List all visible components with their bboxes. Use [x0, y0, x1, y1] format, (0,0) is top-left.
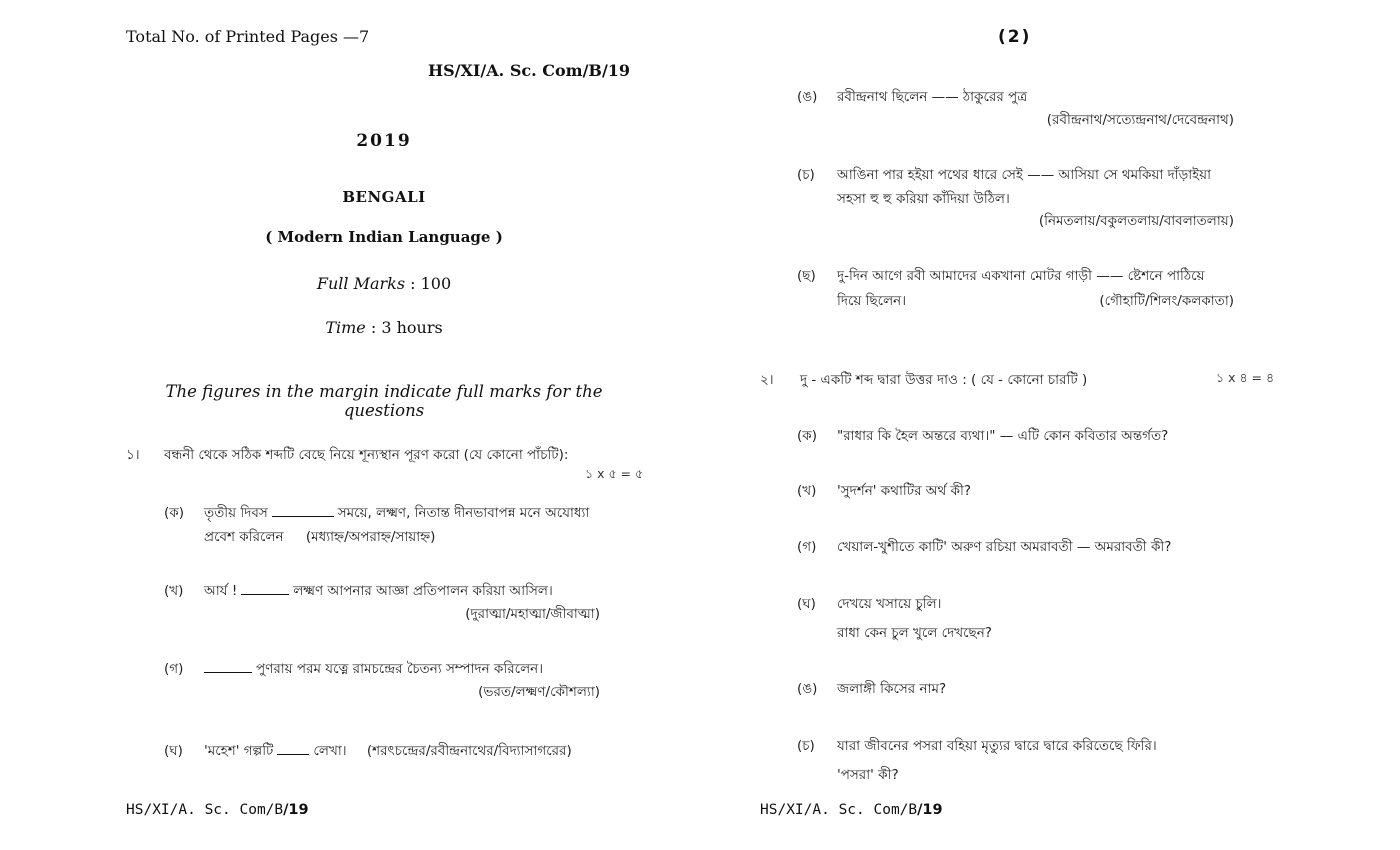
blank-line [204, 671, 252, 673]
q2-item-nga [797, 678, 946, 701]
q1-item-cha-line2: সহসা হু হু করিয়া কাঁদিয়া উঠিল। [837, 191, 1010, 207]
q1-item-ga [164, 658, 543, 681]
item-text: জলাঙ্গী কিসের নাম? [837, 681, 947, 697]
item-text-pre: 'মহেশ' গল্পটি [204, 743, 274, 759]
question-2-marks: ১ x ৪ = ৪ [1216, 370, 1275, 385]
q1-item-kha-options: (দুরাত্মা/মহাত্মা/জীবাত্মা) [465, 606, 600, 622]
footer-code: HS/XI/A. Sc. Com/B [126, 802, 284, 818]
item-text: "রাধার কি হৈল অন্তরে ব্যথা।" — এটি কোন কবিতার অন্তর্গত? [837, 428, 1169, 444]
item-text-post: লেখা। [313, 743, 347, 759]
item-options: (শরৎচন্দ্রের/রবীন্দ্রনাথের/বিদ্যাসাগরের) [366, 743, 572, 759]
item-label: (খ) [797, 483, 817, 499]
time-label: Time [325, 318, 366, 337]
full-marks [126, 274, 642, 293]
item-label: (ঙ) [797, 89, 818, 105]
item-label: (ঘ) [797, 596, 816, 612]
full-marks-value: : 100 [405, 274, 452, 293]
q1-item-ka [164, 502, 589, 525]
q2-item-ka [797, 425, 1168, 448]
question-2-text: দু - একটি শব্দ দ্বারা উত্তর দাও : ( যে - কোনো চারটি ) [800, 372, 1088, 388]
q1-item-chha-options: (গৌহাটি/শিলং/কলকাতা) [1099, 293, 1234, 309]
question-2-number: ২। [760, 372, 774, 388]
q1-item-chha [797, 265, 1205, 288]
item-text: যারা জীবনের পসরা বহিয়া মৃত্যুর দ্বারে দ্বারে করিতেছে ফিরি। [837, 738, 1157, 754]
q1-item-nga [797, 86, 1027, 109]
item-label: (ছ) [797, 268, 816, 284]
paper-code: HS/XI/A. Sc. Com/B/19 [428, 61, 631, 80]
q2-item-cha-line2: 'পসরা' কী? [837, 767, 899, 783]
item-text: আঙিনা পার হইয়া পথের ধারে সেই —— আসিয়া সে থমকিয়া দাঁড়াইয়া [837, 167, 1212, 183]
q1-item-chha-line2: দিয়ে ছিলেন। [837, 293, 907, 309]
q2-item-cha [797, 735, 1157, 758]
item-label: (খ) [164, 583, 184, 599]
item-text-post: সময়ে, লক্ষ্মণ, নিতান্ত দীনভাবাপন্ন মনে অযোধ্যা [337, 505, 590, 521]
q1-item-ka-line2 [204, 526, 435, 549]
q2-item-kha [797, 480, 971, 503]
subject-subtitle: ( Modern Indian Language ) [265, 228, 503, 246]
q2-item-gha-line2: রাধা কেন চুল খুলে দেখছেন? [837, 625, 992, 641]
item-text-post: পুণরায় পরম যত্নে রামচন্দ্রের চৈতন্য সম্পাদন করিলেন। [256, 661, 544, 677]
footer-suffix: /19 [917, 802, 943, 818]
question-1-number: ১। [126, 447, 140, 463]
q1-item-nga-options: (রবীন্দ্রনাথ/সত্যেন্দ্রনাথ/দেবেন্দ্রনাথ) [1046, 112, 1234, 128]
item-text: 'সুদর্শন' কথাটির অর্থ কী? [837, 483, 972, 499]
right-footer-code [760, 802, 943, 818]
left-footer-code [126, 802, 309, 818]
q2-item-gha [797, 593, 942, 616]
item-label: (ক) [164, 505, 184, 521]
item-label: (ক) [797, 428, 817, 444]
q1-item-ga-options: (ভরত/লক্ষ্মণ/কৌশল্যা) [478, 684, 600, 700]
question-1-marks: ১ x ৫ = ৫ [585, 466, 644, 481]
item-text: রবীন্দ্রনাথ ছিলেন —— ঠাকুরের পুত্র [837, 89, 1028, 105]
footer-suffix: /19 [283, 802, 309, 818]
item-text-pre: তৃতীয় দিবস [204, 505, 268, 521]
blank-line [241, 593, 289, 595]
page-number: (2) [998, 27, 1032, 47]
subject-title: BENGALI [342, 188, 426, 206]
q1-item-cha [797, 164, 1211, 187]
exam-year: 2019 [356, 131, 412, 151]
footer-code: HS/XI/A. Sc. Com/B [760, 802, 918, 818]
q1-item-cha-options: (নিমতলায়/বকুলতলায়/বাবলাতলায়) [1038, 213, 1234, 229]
question-1-text: বন্ধনী থেকে সঠিক শব্দটি বেছে নিয়ে শূন্যস্থান পূরণ করো (যে কোনো পাঁচটি): [164, 447, 569, 463]
full-marks-label: Full Marks [316, 274, 406, 293]
item-text: দেখয়ে খসায়ে চুলি। [837, 596, 942, 612]
item-label: (গ) [164, 661, 184, 677]
time-value: : 3 hours [365, 318, 443, 337]
exam-time [126, 318, 642, 337]
item-label: (গ) [797, 539, 817, 555]
blank-line [277, 753, 309, 755]
item-label: (চ) [797, 738, 815, 754]
blank-line [272, 515, 334, 517]
item-text-pre: আর্য ! [204, 583, 238, 599]
q1-item-gha [164, 740, 572, 763]
item-label: (ঙ) [797, 681, 818, 697]
item-text-post: লক্ষ্মণ আপনার আজ্ঞা প্রতিপালন করিয়া আসিল। [293, 583, 553, 599]
item-text-line2: প্রবেশ করিলেন [204, 529, 284, 545]
printed-pages-count: Total No. of Printed Pages —7 [126, 27, 370, 46]
item-options: (মধ্যাহ্ন/অপরাহ্ন/সায়াহ্ন) [305, 529, 436, 545]
item-label: (চ) [797, 167, 815, 183]
item-label: (ঘ) [164, 743, 183, 759]
item-text: দু-দিন আগে রবী আমাদের একখানা মোটর গাড়ী —— ষ্টেশনে পাঠিয়ে [837, 268, 1205, 284]
q1-item-kha [164, 580, 553, 603]
marks-instruction: The figures in the margin indicate full marks for the questions [165, 382, 603, 420]
q2-item-ga [797, 536, 1171, 559]
item-text: খেয়াল-খুশীতে কাটি' অরুণ রচিয়া অমরাবতী — অমরাবতী কী? [837, 539, 1172, 555]
